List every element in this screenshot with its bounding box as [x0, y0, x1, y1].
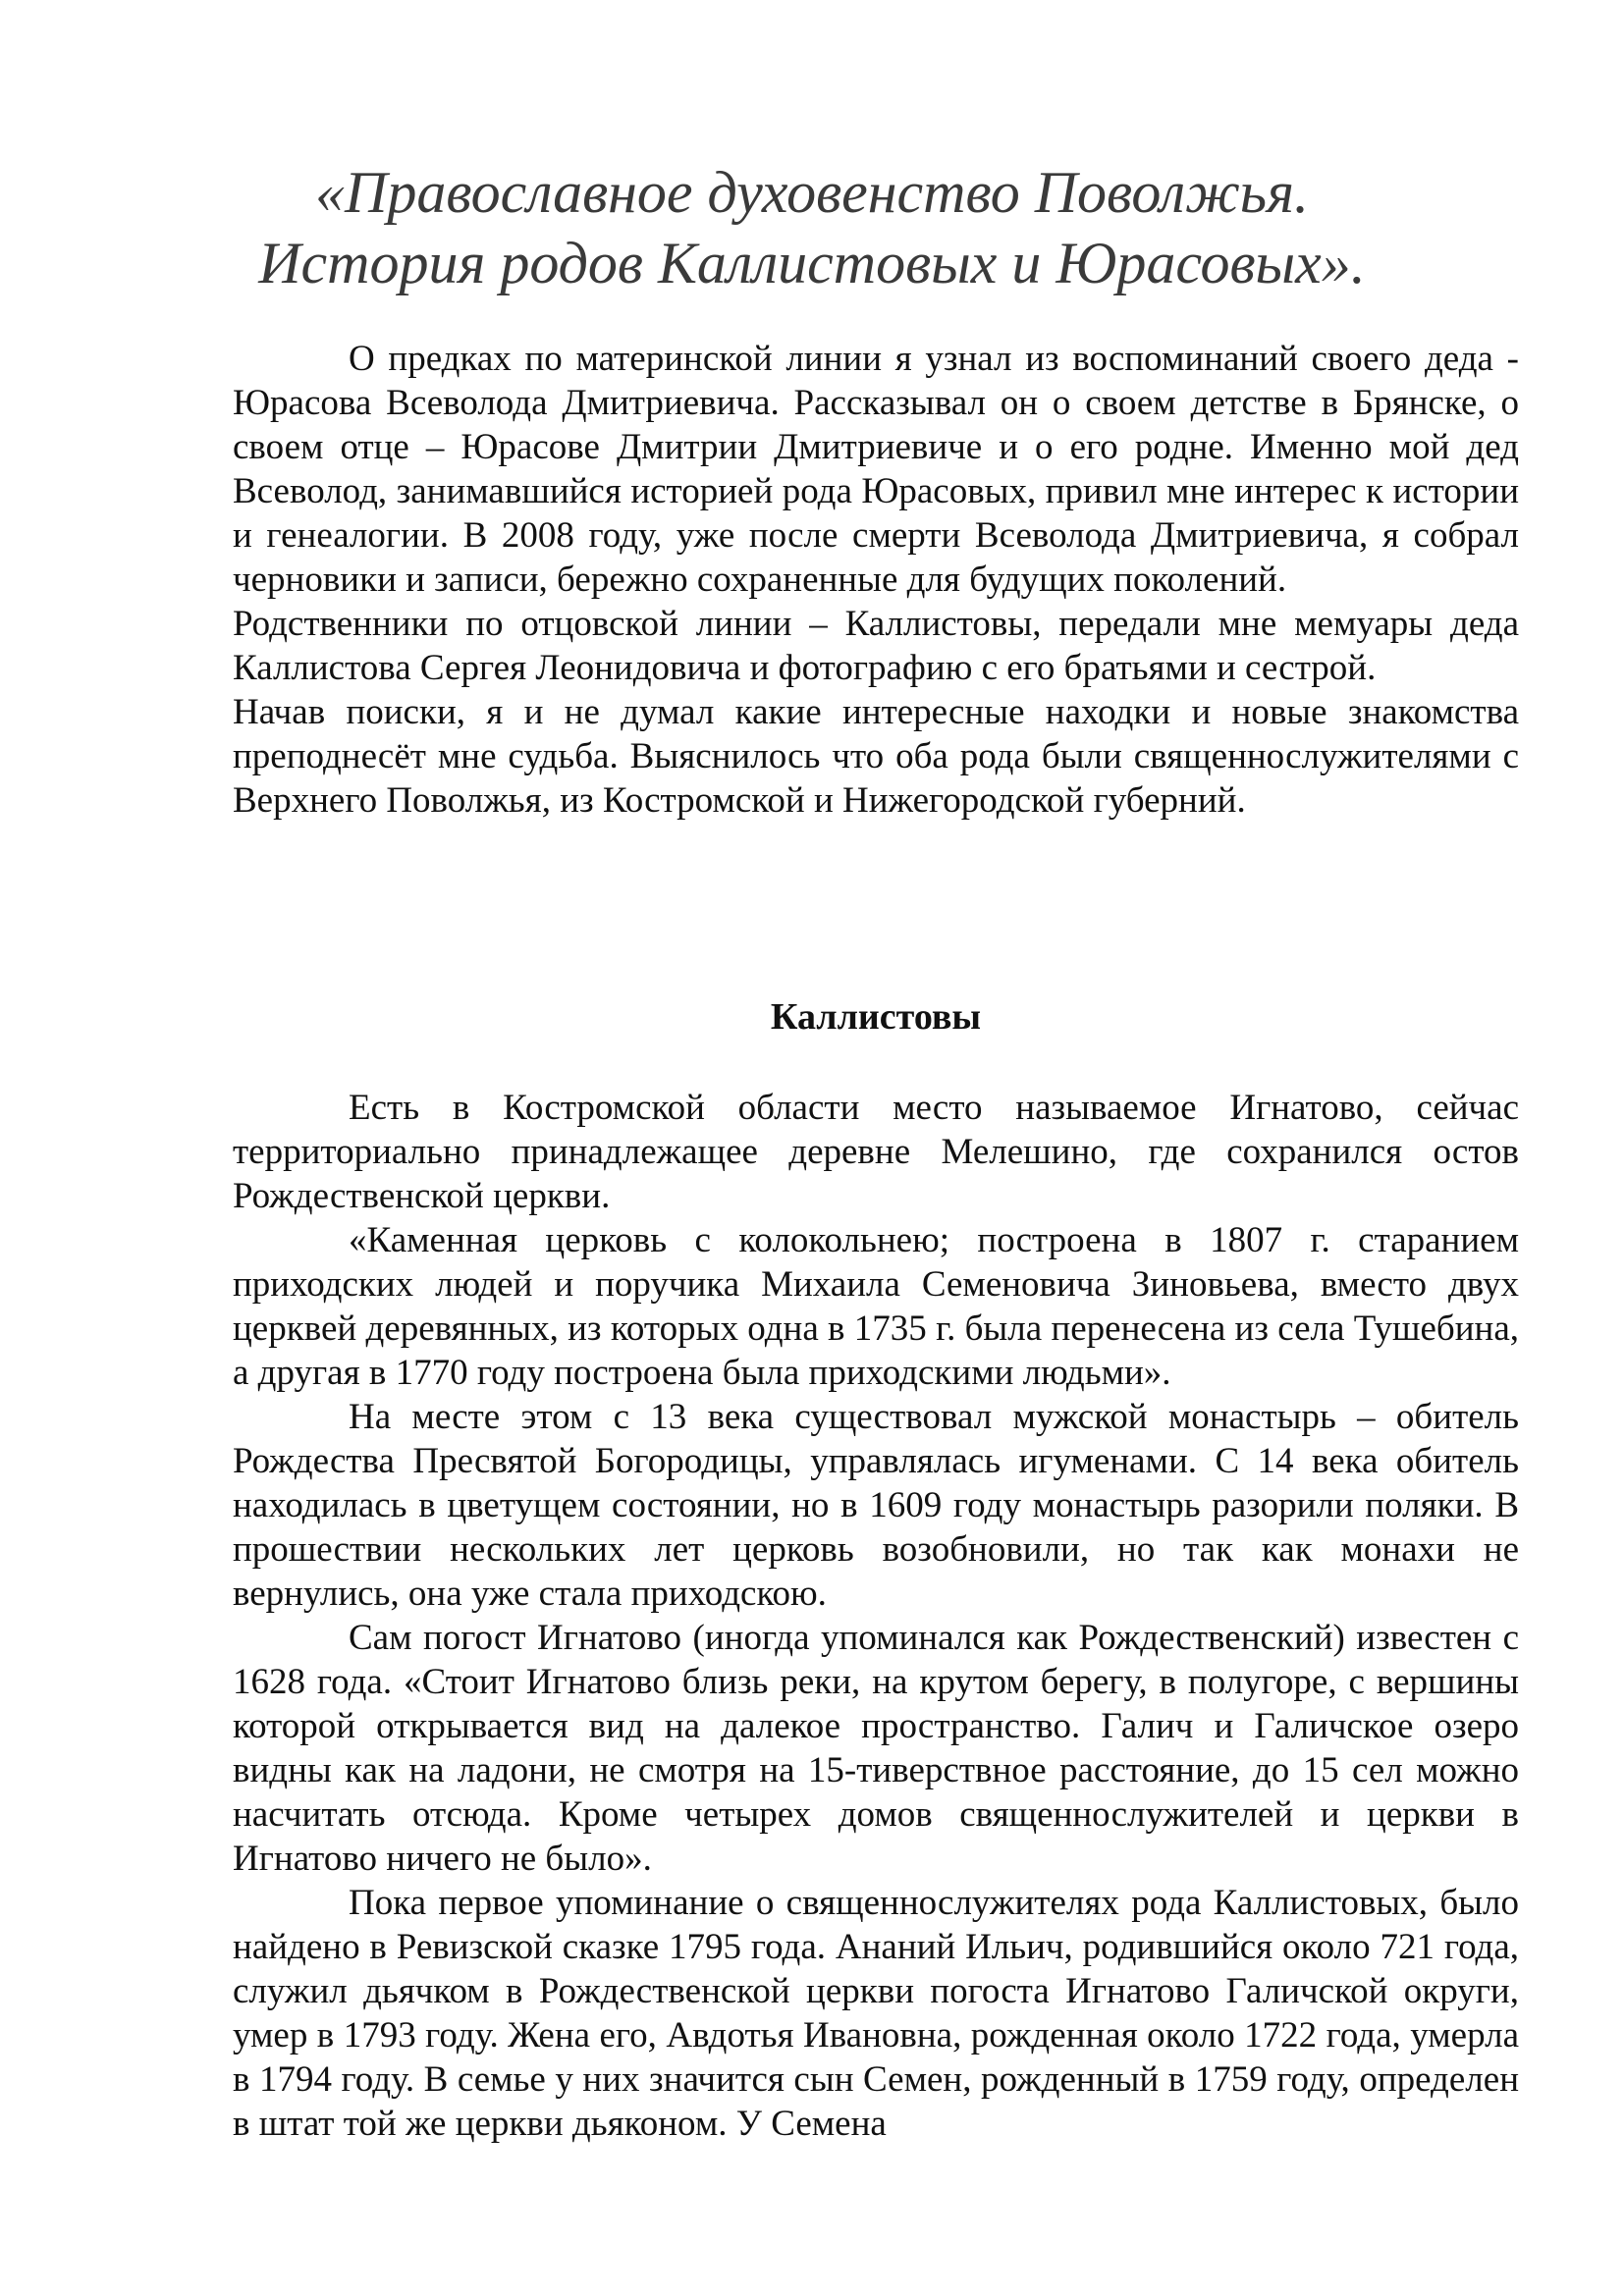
intro-paragraph: Начав поиски, я и не думал какие интересные находки и новые знакомства преподнесёт мне судьба. Выяснилось что оба рода были священнослужителями с Верхнего Поволжья, из Костромской и Нижегородской губерний. [233, 692, 1519, 821]
intro-block [233, 337, 1519, 823]
intro-paragraph: Родственники по отцовской линии – Каллистовы, передали мне мемуары деда Каллистова Сергея Леонидовича и фотографию с его братьями и сестрой. [233, 604, 1519, 688]
section-heading: Каллистовы [770, 996, 982, 1038]
body-paragraph: Сам погост Игнатово (иногда упоминался как Рождественский) известен с 1628 года. «Стоит Игнатово близь реки, на крутом берегу, в полугоре, с вершины которой открывается вид на далекое пространство. Галич и Галичское озеро видны как на ладони, не смотря на 15-тиверствное расстояние, до 15 сел можно насчитать отсюда. Кроме четырех домов священнослужителей и церкви в Игнатово ничего не было». [233, 1618, 1519, 1879]
body-paragraph: «Каменная церковь с колокольнею; построена в 1807 г. старанием приходских людей и поручика Михаила Семеновича Зиновьева, вместо двух церквей деревянных, из которых одна в 1735 г. была перенесена из села Тушебина, а другая в 1770 году построена была приходскими людьми». [233, 1220, 1519, 1393]
document-title [0, 157, 1624, 298]
body-paragraph: Есть в Костромской области место называемое Игнатово, сейчас территориально принадлежащее деревне Мелешино, где сохранился остов Рождественской церкви. [233, 1088, 1519, 1216]
intro-paragraph: О предках по материнской линии я узнал из воспоминаний своего деда - Юрасова Всеволода Дмитриевича. Рассказывал он о своем детстве в Брянске, о своем отце – Юрасове Дмитрии Дмитриевиче и о его родне. Именно мой дед Всеволод, занимавшийся историей рода Юрасовых, привил мне интерес к истории и генеалогии. В 2008 году, уже после смерти Всеволода Дмитриевича, я собрал черновики и записи, бережно сохраненные для будущих поколений. [233, 339, 1519, 600]
body-paragraph: Пока первое упоминание о священнослужителях рода Каллистовых, было найдено в Ревизской сказке 1795 года. Ананий Ильич, родившийся около 721 года, служил дьячком в Рождественской церкви погоста Игнатово Галичской округи, умер в 1793 году. Жена его, Авдотья Ивановна, рожденная около 1722 года, умерла в 1794 году. В семье у них значится сын Семен, рожденный в 1759 году, определен в штат той же церкви дьяконом. У Семена [233, 1883, 1519, 2144]
section-body [233, 1086, 1519, 2146]
title-line-2: История родов Каллистовых и Юрасовых». [258, 231, 1366, 295]
body-paragraph: На месте этом с 13 века существовал мужской монастырь – обитель Рождества Пресвятой Богородицы, управлялась игуменами. С 14 века обитель находилась в цветущем состоянии, но в 1609 году монастырь разорили поляки. В прошествии нескольких лет церковь возобновили, но так как монахи не вернулись, она уже стала приходскою. [233, 1397, 1519, 1614]
title-line-1: «Православное духовенство Поволжья. [314, 160, 1309, 225]
